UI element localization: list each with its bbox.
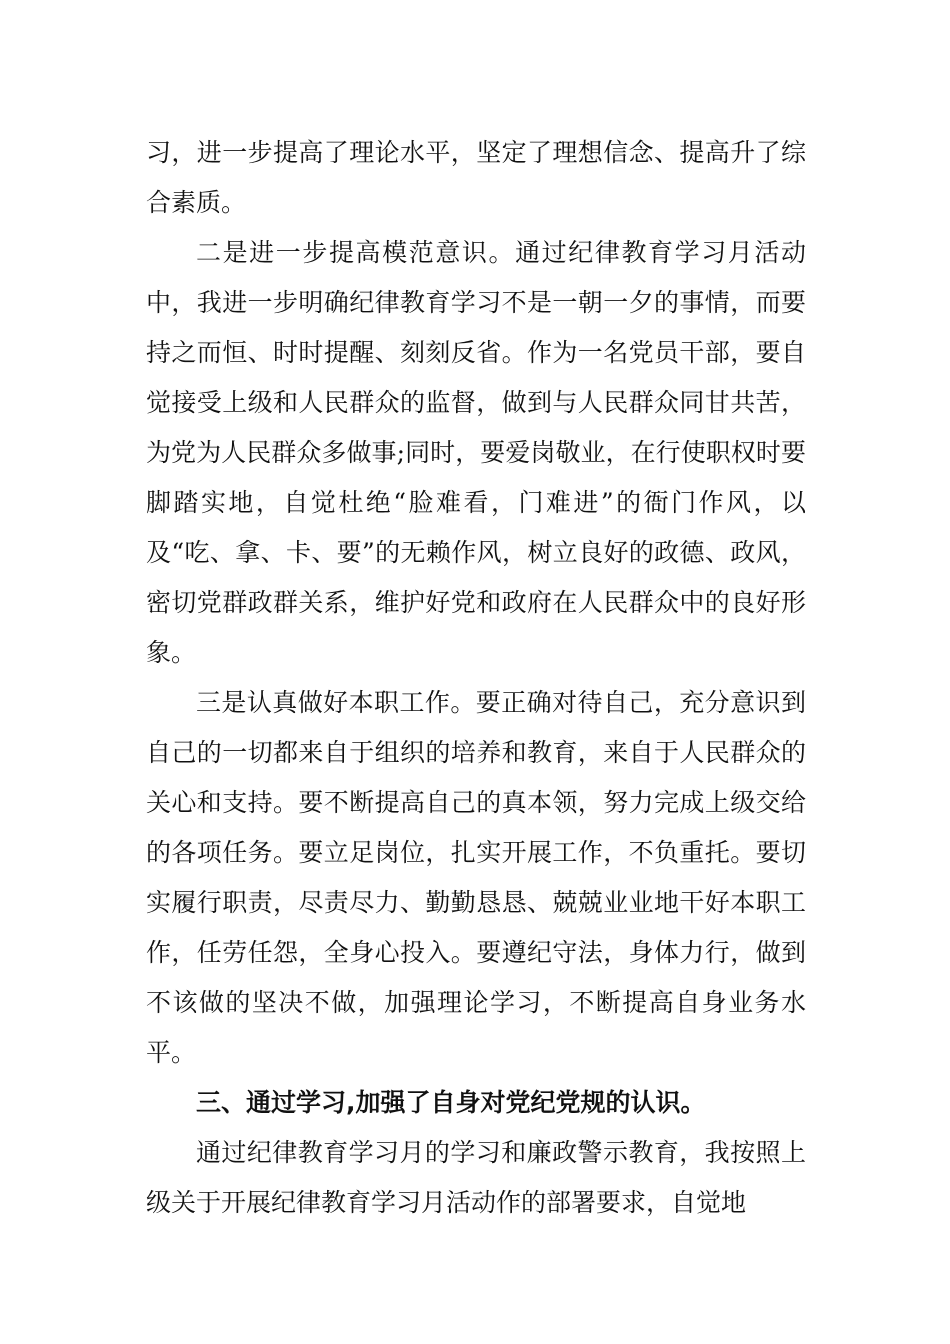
paragraph-study-education: 通过纪律教育学习月的学习和廉政警示教育，我按照上级关于开展纪律教育学习月活动作的部署要求，自觉地 xyxy=(146,1138,806,1217)
paragraph-model-awareness: 二是进一步提高模范意识。通过纪律教育学习月活动中，我进一步明确纪律教育学习不是一朝一夕的事情，而要持之而恒、时时提醒、刻刻反省。作为一名党员干部，要自觉接受上级和人民群众的监督，做到与人民群众同甘共苦，为党为人民群众多做事;同时，要爱岗敬业，在行使职权时要脚踏实地，自觉杜绝“脸难看，门难进”的衙门作风，以及“吃、拿、卡、要”的无赖作风，树立良好的政德、政风，密切党群政群关系，维护好党和政府在人民群众中的良好形象。 xyxy=(146,238,806,667)
paragraph-continuation: 习，进一步提高了理论水平，坚定了理想信念、提高升了综合素质。 xyxy=(146,138,806,217)
paragraph-job-duties: 三是认真做好本职工作。要正确对待自己，充分意识到自己的一切都来自于组织的培养和教育，来自于人民群众的关心和支持。要不断提高自己的真本领，努力完成上级交给的各项任务。要立足岗位，扎实开展工作，不负重托。要切实履行职责，尽责尽力、勤勤恳恳、兢兢业业地干好本职工作，任劳任怨，全身心投入。要遵纪守法，身体力行，做到不该做的坚决不做，加强理论学习，不断提高自身业务水平。 xyxy=(146,688,806,1067)
document-body xyxy=(146,128,806,1228)
section-heading: 三、通过学习,加强了自身对党纪党规的认识。 xyxy=(196,1088,706,1117)
